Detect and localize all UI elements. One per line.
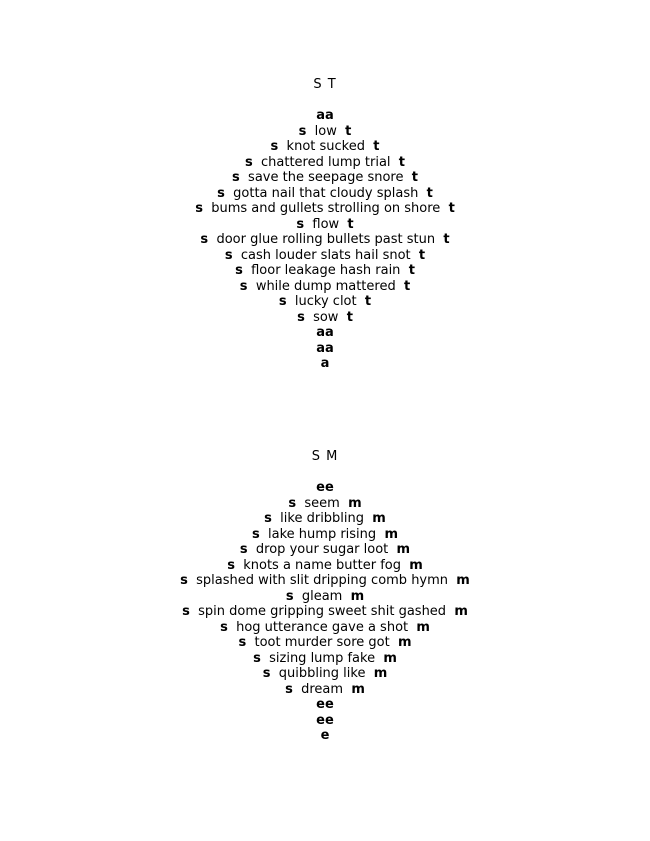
line-text: lake hump rising: [268, 526, 377, 542]
poem-line: [0, 325, 650, 341]
line-text: save the seepage snore: [248, 170, 404, 185]
poem-line: [0, 728, 650, 744]
line-suffix: m: [396, 542, 411, 557]
title-spacer: [0, 93, 650, 109]
line-prefix: s: [224, 247, 233, 263]
poem-title: S M: [311, 449, 339, 464]
poem-line: [0, 620, 650, 636]
line-suffix: m: [383, 650, 397, 666]
line-prefix: ee: [316, 712, 334, 728]
line-text: spin dome gripping sweet shit gashed: [198, 604, 447, 619]
line-prefix: aa: [316, 340, 334, 356]
line-prefix: s: [288, 495, 297, 511]
line-prefix: s: [296, 216, 305, 232]
line-suffix: t: [345, 123, 352, 139]
line-text: knots a name butter fog: [243, 557, 401, 573]
poem-line: [0, 511, 650, 527]
line-text: lucky clot: [294, 294, 357, 309]
line-prefix: s: [195, 201, 203, 216]
line-prefix: s: [252, 526, 260, 542]
poem-line: [0, 589, 650, 605]
line-suffix: t: [426, 185, 433, 201]
line-suffix: m: [350, 588, 365, 604]
line-text: floor leakage hash rain: [251, 263, 401, 278]
line-text: low: [314, 123, 337, 139]
title-spacer: [0, 465, 650, 481]
poem-title: S T: [313, 77, 337, 92]
line-suffix: m: [416, 619, 430, 635]
line-suffix: t: [398, 154, 406, 170]
line-suffix: t: [346, 309, 353, 325]
line-prefix: s: [232, 170, 240, 185]
line-text: seem: [304, 495, 340, 511]
line-text: toot murder sore got: [254, 635, 390, 650]
poem-line: [0, 496, 650, 512]
poem-line: [0, 186, 650, 202]
line-prefix: s: [297, 309, 305, 325]
line-suffix: t: [418, 247, 426, 263]
line-prefix: s: [253, 650, 261, 666]
line-prefix: s: [244, 154, 253, 170]
line-text: cash louder slats hail snot: [240, 247, 411, 263]
line-suffix: m: [456, 573, 470, 588]
poem-line: [0, 232, 650, 248]
line-prefix: s: [285, 681, 293, 697]
poem-line: [0, 310, 650, 326]
poem-line: [0, 155, 650, 171]
poem-st: [0, 77, 650, 372]
poem-line: [0, 697, 650, 713]
line-text: like dribbling: [280, 511, 365, 526]
line-suffix: t: [373, 139, 380, 154]
poem-line: [0, 558, 650, 574]
line-text: sow: [313, 309, 339, 325]
line-prefix: s: [264, 511, 272, 526]
line-text: chattered lump trial: [261, 154, 391, 170]
line-prefix: s: [262, 666, 271, 681]
line-prefix: ee: [316, 480, 334, 495]
line-text: gleam: [301, 588, 343, 604]
line-suffix: m: [397, 635, 412, 650]
line-text: while dump mattered: [255, 278, 396, 294]
line-text: door glue rolling bullets past stun: [216, 232, 436, 247]
poem-line: [0, 573, 650, 589]
line-prefix: s: [239, 542, 248, 557]
poem-line: [0, 713, 650, 729]
line-prefix: s: [200, 232, 209, 247]
line-suffix: t: [347, 216, 354, 232]
poem-line: [0, 248, 650, 264]
poem-line: [0, 201, 650, 217]
line-text: sizing lump fake: [269, 650, 376, 666]
line-text: splashed with slit dripping comb hymn: [196, 573, 449, 588]
poem-line: [0, 604, 650, 620]
line-suffix: t: [403, 278, 411, 294]
poem-line: [0, 124, 650, 140]
line-suffix: t: [443, 232, 450, 247]
line-prefix: s: [220, 619, 228, 635]
poem-line: [0, 263, 650, 279]
line-prefix: a: [320, 356, 330, 371]
poem-line: [0, 666, 650, 682]
poem-line: [0, 527, 650, 543]
line-suffix: m: [373, 666, 388, 681]
line-suffix: t: [364, 294, 372, 309]
line-text: bums and gullets strolling on shore: [211, 201, 441, 216]
line-suffix: t: [408, 263, 415, 278]
poem-line: [0, 635, 650, 651]
line-text: flow: [312, 216, 340, 232]
line-suffix: m: [409, 557, 423, 573]
line-prefix: aa: [316, 325, 334, 340]
poem-line: [0, 682, 650, 698]
line-suffix: m: [351, 681, 365, 697]
line-prefix: s: [285, 588, 294, 604]
line-prefix: s: [270, 139, 279, 154]
poem-line: [0, 542, 650, 558]
line-suffix: m: [348, 495, 362, 511]
poem-line: [0, 139, 650, 155]
line-suffix: m: [454, 604, 468, 619]
line-prefix: ee: [316, 697, 334, 712]
line-suffix: t: [448, 201, 455, 216]
line-prefix: s: [239, 278, 248, 294]
line-prefix: s: [235, 263, 243, 278]
line-text: drop your sugar loot: [255, 542, 389, 557]
line-prefix: s: [180, 573, 188, 588]
poem-sm: [0, 449, 650, 744]
line-prefix: s: [227, 557, 235, 573]
poem-lines: [0, 108, 650, 372]
poem-line: [0, 108, 650, 124]
line-prefix: s: [278, 294, 287, 309]
poem-line: [0, 341, 650, 357]
poem-line: [0, 480, 650, 496]
line-suffix: t: [411, 170, 418, 185]
line-text: hog utterance gave a shot: [236, 619, 409, 635]
poem-line: [0, 217, 650, 233]
poem-line: [0, 651, 650, 667]
line-suffix: m: [384, 526, 398, 542]
line-prefix: s: [217, 185, 225, 201]
poem-line: [0, 294, 650, 310]
poem-line: [0, 170, 650, 186]
line-prefix: s: [182, 604, 190, 619]
line-text: knot sucked: [286, 139, 365, 154]
poem-line: [0, 356, 650, 372]
line-suffix: m: [372, 511, 386, 526]
line-prefix: s: [298, 123, 307, 139]
line-prefix: e: [320, 728, 330, 743]
line-text: gotta nail that cloudy splash: [233, 185, 419, 201]
poem-line: [0, 279, 650, 295]
line-text: quibbling like: [278, 666, 366, 681]
poem-lines: [0, 480, 650, 744]
line-prefix: aa: [316, 108, 334, 123]
line-text: dream: [301, 681, 344, 697]
line-prefix: s: [238, 635, 247, 650]
